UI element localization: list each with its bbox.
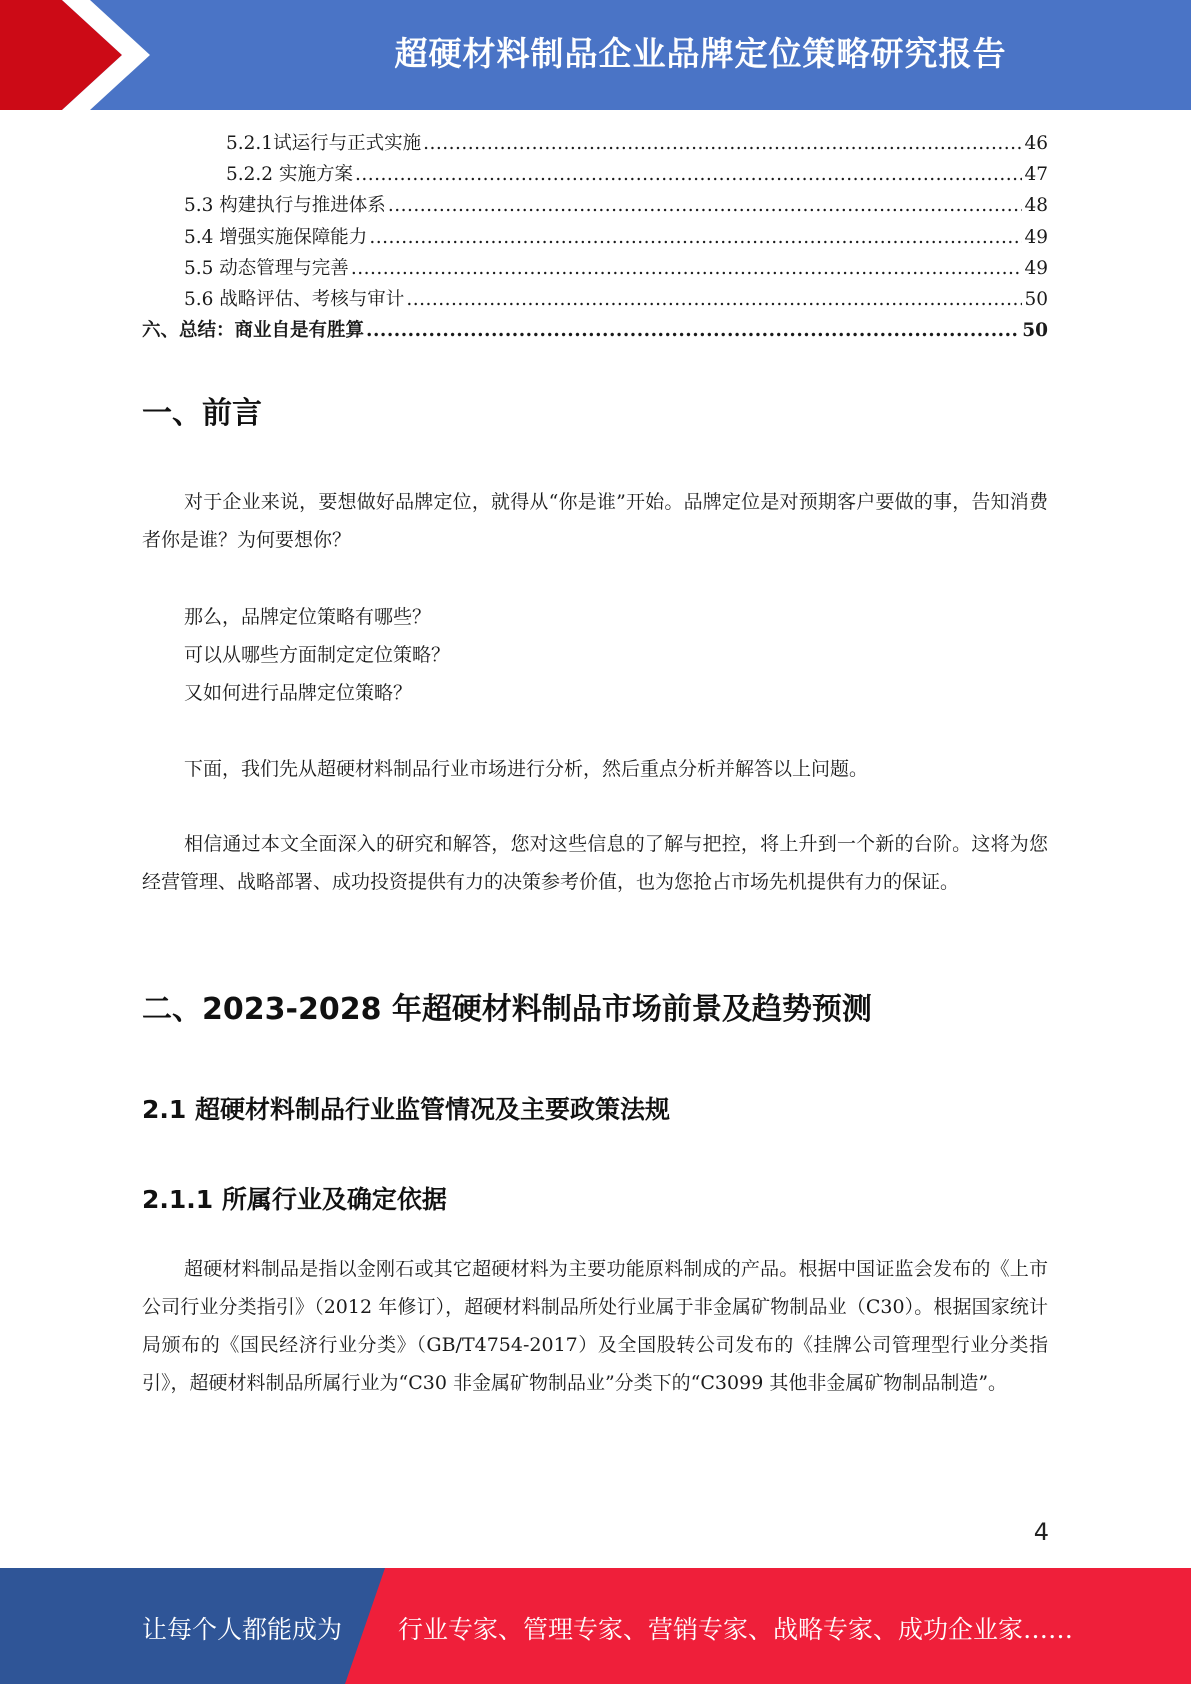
- toc-dot-leader: [355, 159, 1022, 190]
- page-header: [0, 0, 1191, 110]
- toc-entry-number: 5.6: [184, 288, 214, 310]
- paragraph: 相信通过本文全面深入的研究和解答，您对这些信息的了解与把控，将上升到一个新的台阶。这将为您经营管理、战略部署、成功投资提供有力的决策参考价值，也为您抢占市场先机提供有力的保证。: [142, 833, 1048, 893]
- toc-dot-leader: [351, 253, 1023, 284]
- paragraph: 超硬材料制品是指以金刚石或其它超硬材料为主要功能原料制成的产品。根据中国证监会发布的《上市公司行业分类指引》（2012 年修订），超硬材料制品所处行业属于非金属矿物制品业（C30）。根据国家统计局颁布的《国民经济行业分类》（GB/T4754-2017）及全国股转公司发布的《挂牌公司管理型行业分类指引》，超硬材料制品所属行业为“C30 非金属矿物制品业”分类下的“C3099 其他非金属矿物制品制造”。: [142, 1258, 1048, 1394]
- toc-entry-number: 5.5: [184, 257, 214, 279]
- toc-entry[interactable]: [142, 284, 1048, 315]
- toc-entry-page: 48: [1024, 195, 1048, 217]
- toc-entry[interactable]: [142, 190, 1048, 221]
- toc-entry[interactable]: [142, 128, 1048, 159]
- toc-entry-number: 5.3: [184, 195, 214, 217]
- report-title: 超硬材料制品企业品牌定位策略研究报告: [394, 34, 1007, 73]
- footer-slogan-right: 行业专家、管理专家、营销专家、战略专家、成功企业家……: [398, 1615, 1074, 1644]
- toc-entry-number: 5.2.1: [226, 133, 274, 154]
- question-line: 那么，品牌定位策略有哪些？: [184, 606, 432, 628]
- question-line: 又如何进行品牌定位策略？: [184, 682, 413, 704]
- paragraph: 下面，我们先从超硬材料制品行业市场进行分析，然后重点分析并解答以上问题。: [184, 758, 869, 780]
- toc-dot-leader: [423, 128, 1022, 159]
- page-number: 4: [1033, 1518, 1049, 1546]
- toc-entry-page: 47: [1024, 164, 1048, 186]
- toc-entry[interactable]: [142, 222, 1048, 253]
- toc-entry-page: 46: [1024, 133, 1048, 154]
- subsection-heading: 2.1.1 所属行业及确定依据: [142, 1185, 447, 1214]
- toc-entry-title: 战略评估、考核与审计: [213, 288, 405, 310]
- toc-entry[interactable]: [142, 159, 1048, 190]
- toc-dot-leader: [406, 284, 1022, 315]
- toc-dot-leader: [366, 315, 1020, 346]
- section-heading-forecast: 二、2023-2028 年超硬材料制品市场前景及趋势预测: [142, 992, 872, 1027]
- toc-entry-page: 50: [1024, 288, 1048, 310]
- toc-entry-title: 实施方案: [273, 164, 353, 186]
- table-of-contents: [142, 128, 1048, 346]
- toc-entry-number: 六、: [142, 320, 180, 342]
- toc-entry-title: 构建执行与推进体系: [213, 195, 386, 217]
- toc-dot-leader: [369, 222, 1022, 253]
- question-line: 可以从哪些方面制定定位策略？: [184, 644, 451, 666]
- toc-entry[interactable]: [142, 315, 1048, 346]
- page-footer: [0, 1568, 1191, 1684]
- paragraph: 对于企业来说，要想做好品牌定位，就得从“你是谁”开始。品牌定位是对预期客户要做的事，告知消费者你是谁？为何要想你？: [142, 491, 1048, 551]
- toc-entry-title: 试运行与正式实施: [273, 133, 422, 154]
- toc-entry[interactable]: [142, 253, 1048, 284]
- toc-entry-page: 50: [1022, 320, 1048, 342]
- toc-entry-title: 动态管理与完善: [213, 257, 349, 279]
- toc-entry-page: 49: [1024, 226, 1048, 248]
- toc-entry-title: 增强实施保障能力: [213, 226, 368, 248]
- toc-entry-page: 49: [1024, 257, 1048, 279]
- footer-slogan-left: 让每个人都能成为: [142, 1615, 343, 1644]
- toc-entry-title: 总结：商业自是有胜算: [179, 320, 365, 342]
- subsection-heading: 2.1 超硬材料制品行业监管情况及主要政策法规: [142, 1095, 670, 1124]
- toc-dot-leader: [388, 190, 1023, 221]
- toc-entry-number: 5.4: [184, 226, 214, 248]
- toc-entry-number: 5.2.2: [226, 164, 274, 186]
- section-heading-preface: 一、前言: [142, 396, 262, 431]
